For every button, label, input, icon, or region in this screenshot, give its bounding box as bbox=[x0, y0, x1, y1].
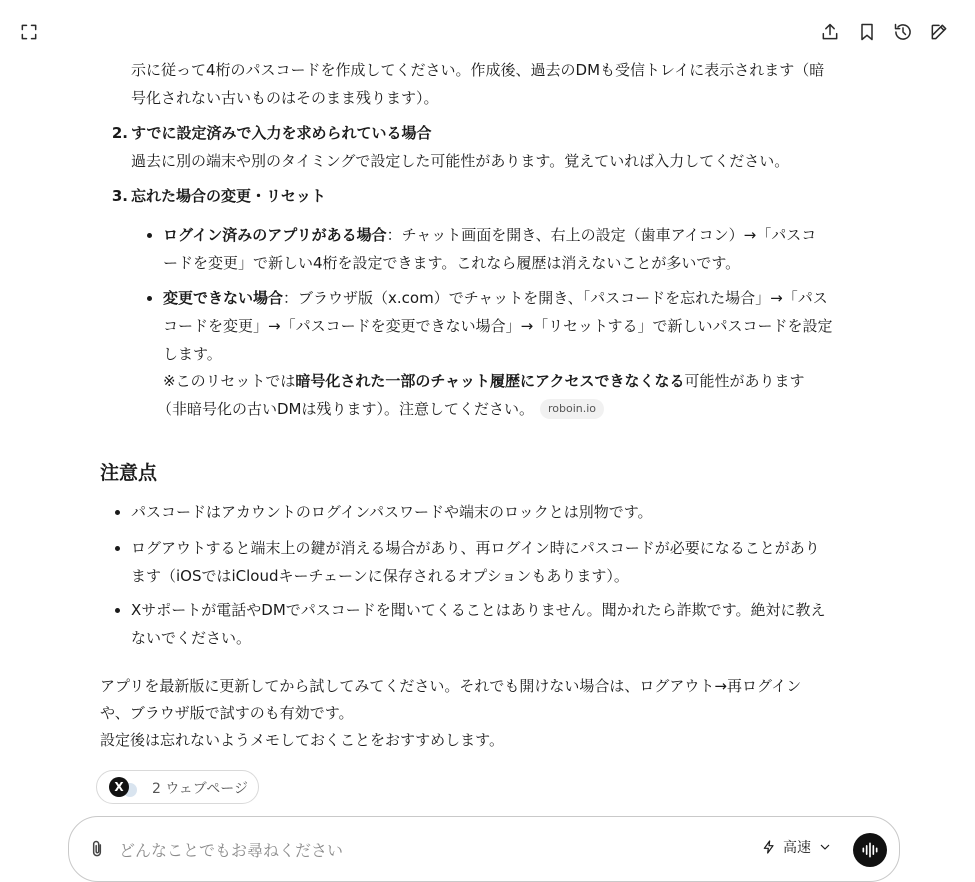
list-item-2-title: すでに設定済みで入力を求められている場合 bbox=[131, 124, 432, 142]
bullet-dot bbox=[115, 546, 120, 551]
reset-note-line2-text: （非暗号化の古いDMは残ります）。注意してください。 bbox=[157, 400, 534, 418]
expand-button[interactable] bbox=[17, 20, 41, 44]
caution-item-1: パスコードはアカウントのログインパスワードや端末のロックとは別物です。 bbox=[131, 503, 653, 521]
list-number-2: 2. bbox=[111, 124, 128, 142]
section-heading: 注意点 bbox=[100, 462, 158, 484]
sources-label: 2 ウェブページ bbox=[152, 781, 248, 797]
sub-item-2-bold: 変更できない場合 bbox=[163, 289, 284, 307]
bullet-dot bbox=[147, 296, 152, 301]
message-composer bbox=[68, 816, 900, 882]
history-button[interactable] bbox=[891, 20, 915, 44]
caution-item-3-line2: ないでください。 bbox=[131, 629, 252, 647]
voice-waveform-icon bbox=[860, 840, 880, 860]
history-icon bbox=[893, 22, 913, 42]
reset-note-suffix: 可能性があります bbox=[684, 372, 805, 390]
caution-item-3-line1: Xサポートが電話やDMでパスコードを聞いてくることはありません。聞かれたら詐欺です。絶対に教え bbox=[131, 601, 826, 619]
voice-mode-button[interactable] bbox=[853, 833, 887, 867]
sub-item-2-line2: コードを変更」→「パスコードを変更できない場合」→「リセットする」で新しいパスコードを設定 bbox=[163, 317, 833, 335]
share-button[interactable] bbox=[818, 20, 842, 44]
sub-item-1-line1 bbox=[163, 221, 816, 249]
sub-item-1-bold: ログイン済みのアプリがある場合 bbox=[163, 226, 387, 244]
mode-selector[interactable] bbox=[761, 837, 833, 857]
reset-note-bold: 暗号化された一部のチャット履歴にアクセスできなくなる bbox=[295, 372, 685, 390]
share-icon bbox=[820, 22, 840, 42]
attach-button[interactable] bbox=[87, 839, 107, 863]
sub-item-1-line2: ードを変更」で新しい4桁を設定できます。これなら履歴は消えないことが多いです。 bbox=[163, 254, 741, 272]
paperclip-icon bbox=[87, 839, 107, 859]
edit-button[interactable] bbox=[927, 20, 951, 44]
sub-item-2-text: ：ブラウザ版（x.com）でチャットを開き、「パスコードを忘れた場合」→「パス bbox=[283, 289, 828, 307]
bullet-dot bbox=[147, 233, 152, 238]
bullet-dot bbox=[115, 510, 120, 515]
source-chip[interactable]: roboin.io bbox=[540, 399, 604, 419]
reset-note-prefix: ※このリセットでは bbox=[163, 372, 296, 390]
bookmark-icon bbox=[857, 22, 877, 42]
bookmark-button[interactable] bbox=[855, 20, 879, 44]
expand-icon bbox=[19, 22, 39, 42]
list-number-3: 3. bbox=[111, 187, 128, 205]
edit-icon bbox=[929, 22, 949, 42]
chevron-down-icon bbox=[817, 839, 833, 855]
closing-line3: 設定後は忘れないようメモしておくことをおすすめします。 bbox=[100, 731, 504, 749]
list-item-1-text-line1: 示に従って4桁のパスコードを作成してください。作成後、過去のDMも受信トレイに表示されます（暗 bbox=[131, 61, 825, 79]
top-fade-overlay bbox=[100, 0, 860, 48]
reset-note-line1 bbox=[163, 367, 805, 395]
list-item-3-title: 忘れた場合の変更・リセット bbox=[131, 187, 326, 205]
caution-item-2-line1: ログアウトすると端末上の鍵が消える場合があり、再ログイン時にパスコードが必要になることがあり bbox=[131, 539, 820, 557]
bullet-dot bbox=[115, 608, 120, 613]
sub-item-1-text: ：チャット画面を開き、右上の設定（歯車アイコン）→「パスコ bbox=[386, 226, 817, 244]
lightning-icon bbox=[761, 839, 777, 855]
mode-label: 高速 bbox=[783, 840, 811, 856]
sub-item-2-line1 bbox=[163, 284, 828, 312]
sub-item-2-line3: します。 bbox=[163, 345, 222, 363]
closing-line1: アプリを最新版に更新してから試してみてください。それでも開けない場合は、ログアウト→再ログイン bbox=[100, 677, 802, 695]
sources-button[interactable] bbox=[96, 770, 259, 804]
list-item-2-body: 過去に別の端末や別のタイミングで設定した可能性があります。覚えていれば入力してください。 bbox=[131, 152, 790, 170]
message-input[interactable] bbox=[117, 835, 681, 865]
list-item-1-text-line2: 号化されない古いものはそのまま残ります）。 bbox=[131, 89, 439, 107]
closing-line2: や、ブラウザ版で試すのも有効です。 bbox=[100, 704, 354, 722]
caution-item-2-line2: ます（iOSではiCloudキーチェーンに保存されるオプションもあります）。 bbox=[131, 567, 629, 585]
x-logo-icon: X bbox=[109, 777, 129, 797]
reset-note-line2 bbox=[157, 395, 604, 423]
